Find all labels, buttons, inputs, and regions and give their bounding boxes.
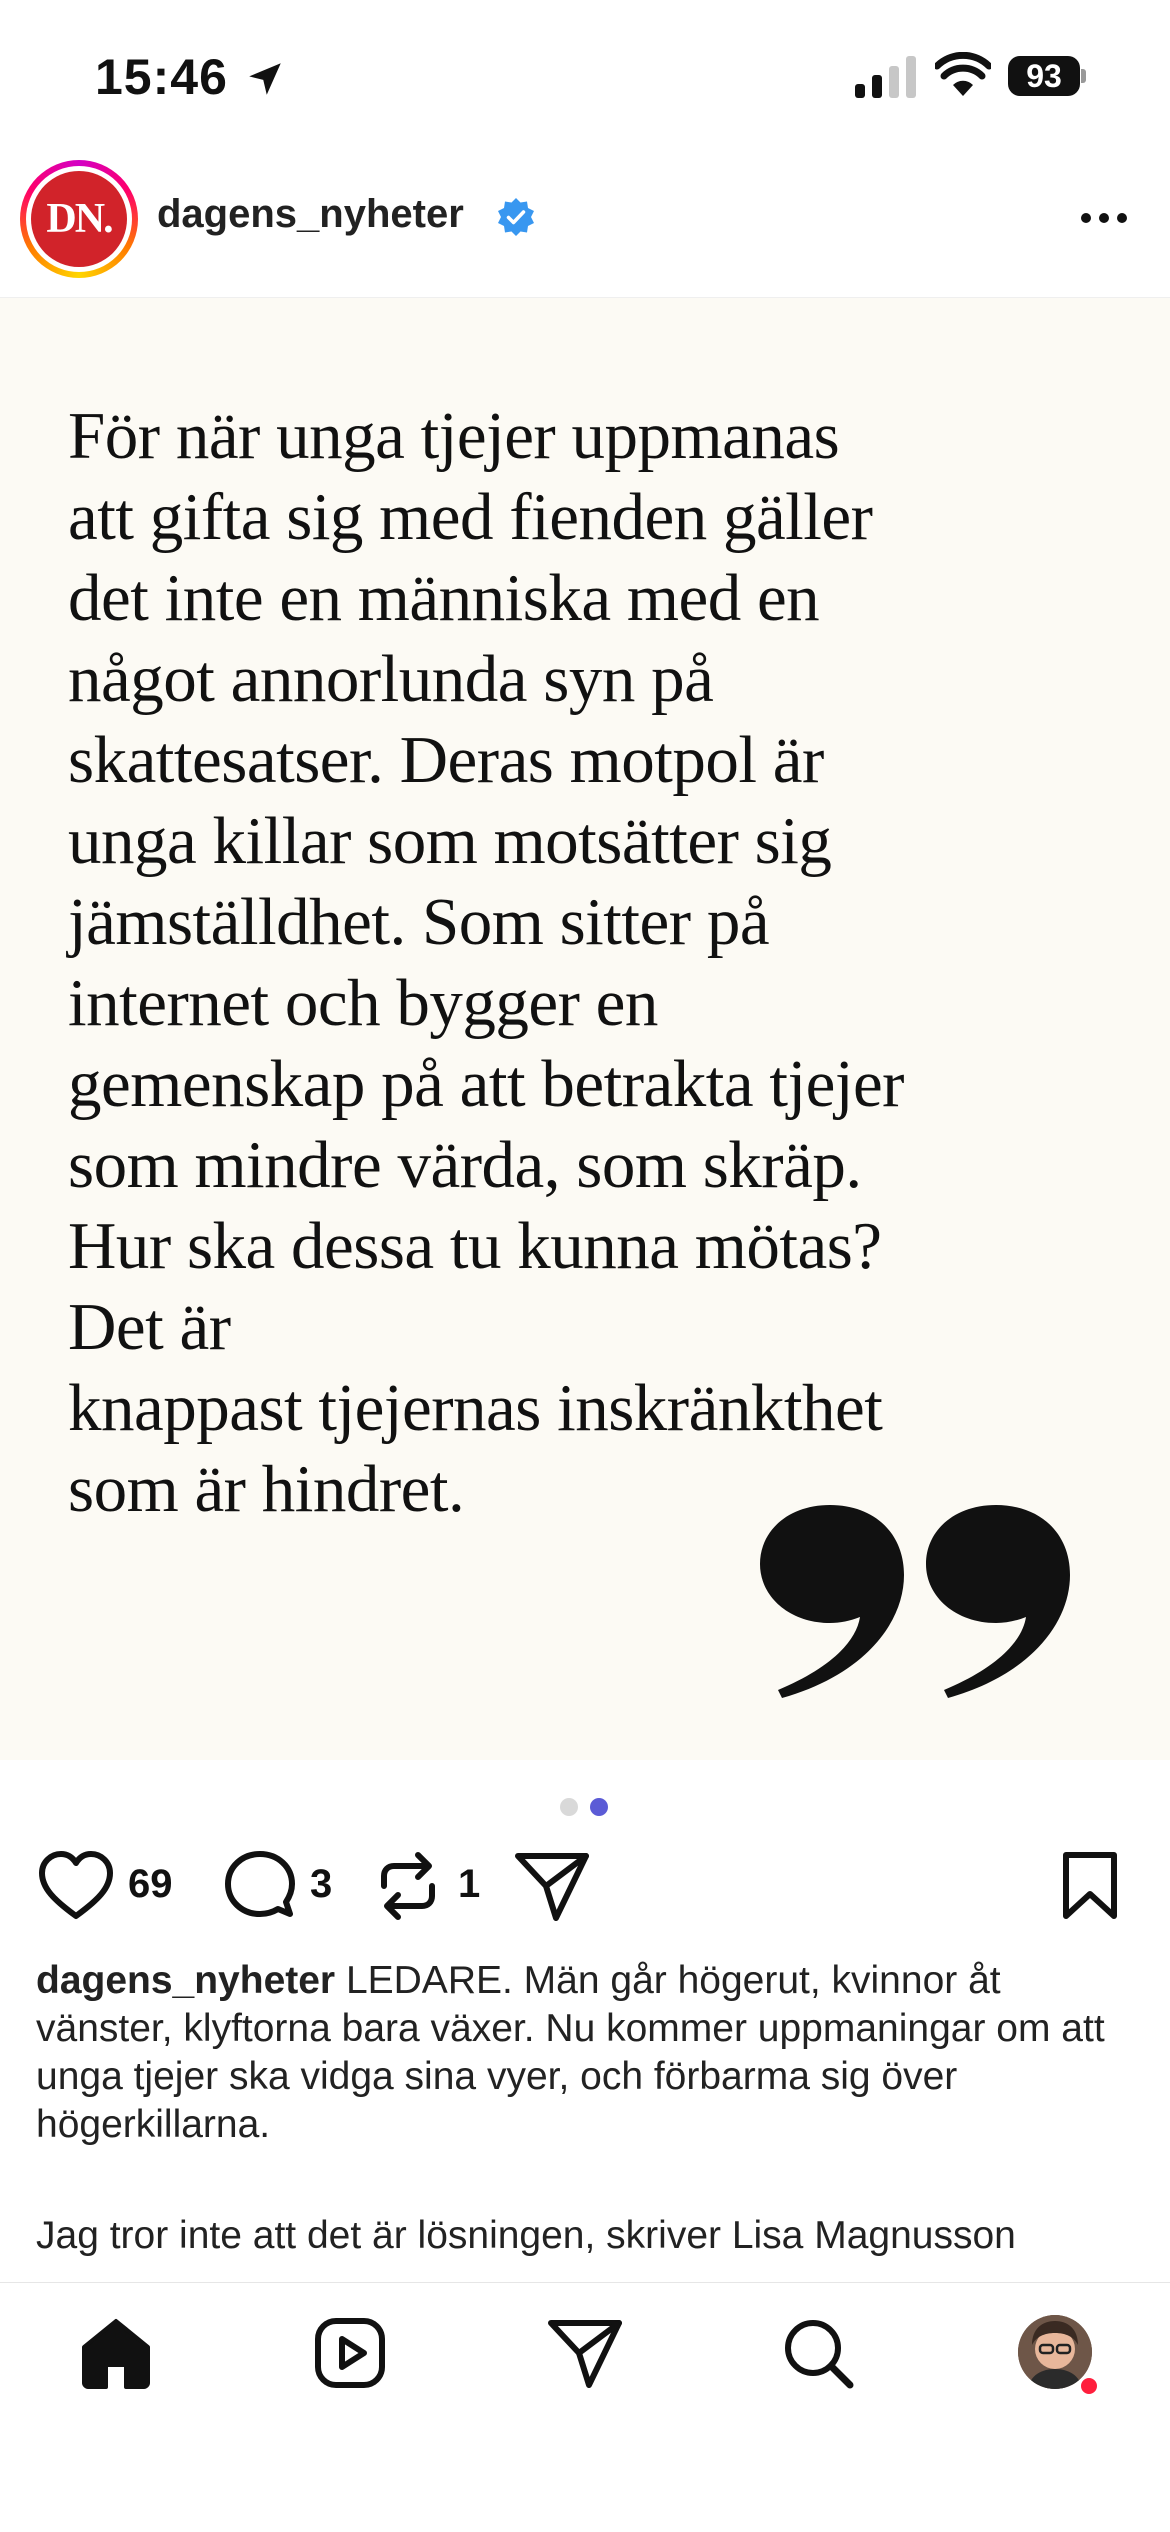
heart-icon[interactable] — [38, 1850, 114, 1922]
caption-paragraph-2: Jag tror inte att det är lösningen, skriver Lisa Magnusson — [36, 2214, 1016, 2257]
wifi-icon — [935, 52, 991, 98]
notification-dot — [1078, 2375, 1100, 2397]
comment-action[interactable] — [224, 1850, 344, 1922]
repost-action[interactable] — [376, 1850, 486, 1922]
battery-level: 93 — [1008, 56, 1080, 96]
direct-icon[interactable] — [545, 2313, 625, 2393]
nav-search[interactable] — [778, 2313, 858, 2393]
bookmark-icon[interactable] — [1060, 1850, 1120, 1922]
comment-count: 3 — [310, 1862, 333, 1906]
nav-direct[interactable] — [545, 2313, 625, 2393]
save-action[interactable] — [1060, 1850, 1120, 1922]
share-action[interactable] — [514, 1850, 590, 1922]
verified-badge-icon — [496, 197, 536, 237]
like-count: 69 — [128, 1862, 173, 1906]
status-time: 15:46 — [95, 49, 228, 105]
post-header — [0, 150, 1170, 298]
comment-icon[interactable] — [224, 1850, 296, 1922]
search-icon[interactable] — [778, 2313, 858, 2393]
home-icon[interactable] — [76, 2313, 156, 2393]
battery-tip — [1081, 69, 1086, 83]
nav-home[interactable] — [76, 2313, 156, 2393]
carousel-dot-active — [590, 1798, 608, 1816]
post-caption — [36, 1957, 1136, 2149]
repost-icon[interactable] — [376, 1850, 440, 1922]
battery-icon — [1008, 56, 1086, 96]
nav-reels[interactable] — [310, 2313, 390, 2393]
direct-share-icon[interactable] — [514, 1850, 590, 1922]
caption-username[interactable]: dagens_nyheter — [36, 1959, 336, 2002]
closing-quote-icon — [752, 1493, 1082, 1703]
carousel-indicator — [560, 1798, 610, 1818]
carousel-dot — [560, 1798, 578, 1816]
reels-icon[interactable] — [310, 2313, 390, 2393]
story-ring[interactable] — [20, 160, 138, 278]
post-image[interactable] — [0, 298, 1170, 1760]
status-bar — [0, 0, 1170, 150]
like-action[interactable] — [38, 1850, 188, 1922]
quote-text: För när unga tjejer uppmanas att gifta sig med fienden gäller det inte en människa med en något annorlunda syn på skattesatser. Deras motpol är unga killar som motsätter sig jämställdhet. Som sitter på internet och bygger en gemenskap på att betrakta tjejer som mindre värda, som skräp. Hur ska dessa tu kunna mötas? Det är knappast tjejernas inskränkthet som är hindret. — [68, 399, 904, 1526]
post-username[interactable]: dagens_nyheter — [157, 192, 464, 236]
more-options-icon[interactable] — [1078, 208, 1130, 228]
location-arrow-icon — [244, 58, 286, 100]
repost-count: 1 — [458, 1862, 481, 1906]
bottom-navigation — [0, 2282, 1170, 2532]
caption-text: LEDARE. Män går högerut, kvinnor åt vänster, klyftorna bara växer. Nu kommer uppmaningar om att unga tjejer ska vidga sina vyer, och förbarma sig över högerkillarna. — [36, 1959, 1105, 2146]
signal-icon — [855, 56, 917, 98]
avatar-frame — [26, 166, 132, 272]
account-avatar: DN. — [31, 171, 127, 267]
